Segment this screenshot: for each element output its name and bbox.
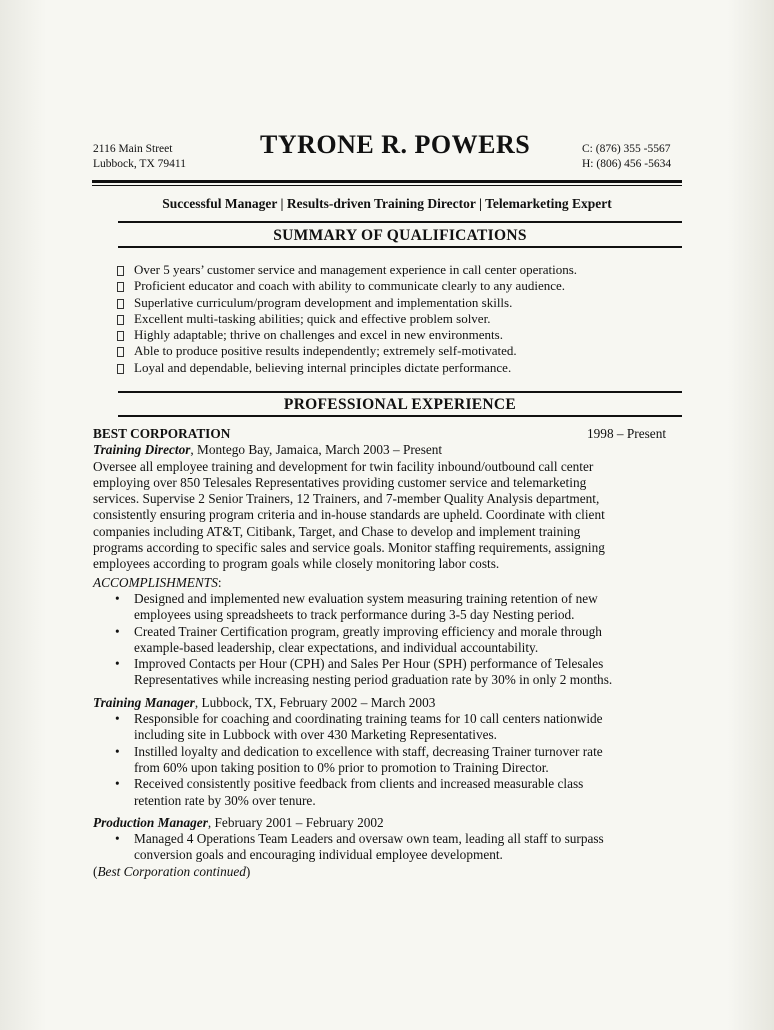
phone-home: H: (806) 456 -5634 <box>582 158 672 170</box>
summary-rule-top <box>118 221 682 223</box>
bullet-icon: • <box>115 711 120 727</box>
summary-title: SUMMARY OF QUALIFICATIONS <box>273 227 527 244</box>
checkbox-icon <box>117 299 124 309</box>
list-item: Loyal and dependable, believing internal principles dictate performance. <box>117 360 577 376</box>
role-description: Oversee all employee training and development for twin facility inbound/outbound call center employing over 850 Telesales Representatives providing customer service and telemarketing services. Supervise 2 Senior Trainers, 12 Trainers, and 7-member Quality Analysis department, consistently ensuring program criteria and in-house standards are upheld. Coordinate with client companies including AT&T, Citibank, Target, and Chase to develop and implement training programs according to specific sales and service goals. Monitor staffing requirements, assigning employees according to program goals while closely monitoring labor costs. <box>93 458 605 572</box>
list-item: • Created Trainer Certification program, greatly improving efficiency and morale through example-based leadership, clear expectations, and individual accountability. <box>115 623 602 655</box>
role-title: Training Director <box>93 442 191 458</box>
header-divider-thick <box>92 180 682 183</box>
checkbox-icon <box>117 282 124 292</box>
role-title: Production Manager <box>93 814 208 830</box>
list-item: • Instilled loyalty and dedication to excellence with staff, decreasing Trainer turnover rate from 60% upon taking position to 0% prior to promotion to Training Director. <box>115 743 603 775</box>
continued-note: (Best Corporation continued) <box>93 863 251 879</box>
list-item: Over 5 years’ customer service and management experience in call center operations. <box>117 262 577 278</box>
list-item: • Improved Contacts per Hour (CPH) and Sales Per Hour (SPH) performance of Telesales Representatives while increasing nesting period graduation rate by 30% in only 2 months. <box>115 656 613 688</box>
role-heading <box>93 695 683 711</box>
checkbox-icon <box>117 331 124 341</box>
list-item: • Received consistently positive feedback from clients and increased measurable class retention rate by 30% over tenure. <box>115 776 584 808</box>
checkbox-icon <box>117 347 124 357</box>
bullet-icon: • <box>115 656 120 672</box>
list-item: Superlative curriculum/program development and implementation skills. <box>117 295 577 311</box>
bullet-icon: • <box>115 831 120 847</box>
experience-section <box>93 426 683 880</box>
role-detail: , Lubbock, TX, February 2002 – March 2003 <box>194 694 436 710</box>
list-item: Highly adaptable; thrive on challenges and excel in new environments. <box>117 327 577 343</box>
experience-rule-bottom <box>118 415 682 417</box>
company-row <box>93 426 683 442</box>
bullet-icon: • <box>115 590 120 606</box>
bullet-icon: • <box>115 776 120 792</box>
experience-rule-top <box>118 391 682 393</box>
company-name: BEST CORPORATION <box>93 426 231 441</box>
accomplishments-heading: ACCOMPLISHMENTS: <box>93 574 222 590</box>
list-item: • Managed 4 Operations Team Leaders and oversaw own team, leading all staff to surpass conversion goals and encouraging individual employee development. <box>115 831 604 863</box>
role-heading <box>93 442 683 458</box>
company-dates: 1998 – Present <box>587 426 667 441</box>
checkbox-icon <box>117 315 124 325</box>
qualifications-list <box>117 262 577 376</box>
list-item: Proficient educator and coach with ability to communicate clearly to any audience. <box>117 278 577 294</box>
header-divider-thin <box>92 185 682 186</box>
bullet-icon: • <box>115 623 120 639</box>
phone-block <box>582 142 671 172</box>
checkbox-icon <box>117 364 124 374</box>
tagline: Successful Manager | Results-driven Training Director | Telemarketing Expert <box>162 196 612 211</box>
role-heading <box>93 815 683 831</box>
phone-cell: C: (876) 355 -5567 <box>582 143 671 155</box>
address-block <box>93 142 186 172</box>
list-item: Excellent multi-tasking abilities; quick and effective problem solver. <box>117 311 577 327</box>
role-bullets <box>93 711 683 809</box>
candidate-name: TYRONE R. POWERS <box>260 130 531 159</box>
list-item: Able to produce positive results independently; extremely self-motivated. <box>117 343 577 359</box>
checkbox-icon <box>117 266 124 276</box>
address-line-2: Lubbock, TX 79411 <box>93 158 186 170</box>
summary-rule-bottom <box>118 246 682 248</box>
list-item: • Designed and implemented new evaluation system measuring training retention of new employees using spreadsheets to track performance during 3-5 day Nesting period. <box>115 590 598 623</box>
list-item: • Responsible for coaching and coordinating training teams for 10 call centers nationwide including site in Lubbock with over 430 Marketing Representatives. <box>115 711 603 743</box>
accomplishments-list <box>93 591 683 689</box>
role-bullets <box>93 831 683 864</box>
bullet-icon: • <box>115 743 120 759</box>
role-detail: , February 2001 – February 2002 <box>207 814 384 830</box>
experience-title: PROFESSIONAL EXPERIENCE <box>283 396 517 413</box>
role-detail: , Montego Bay, Jamaica, March 2003 – Present <box>190 442 443 458</box>
role-title: Training Manager <box>93 694 195 710</box>
address-line-1: 2116 Main Street <box>93 143 173 155</box>
